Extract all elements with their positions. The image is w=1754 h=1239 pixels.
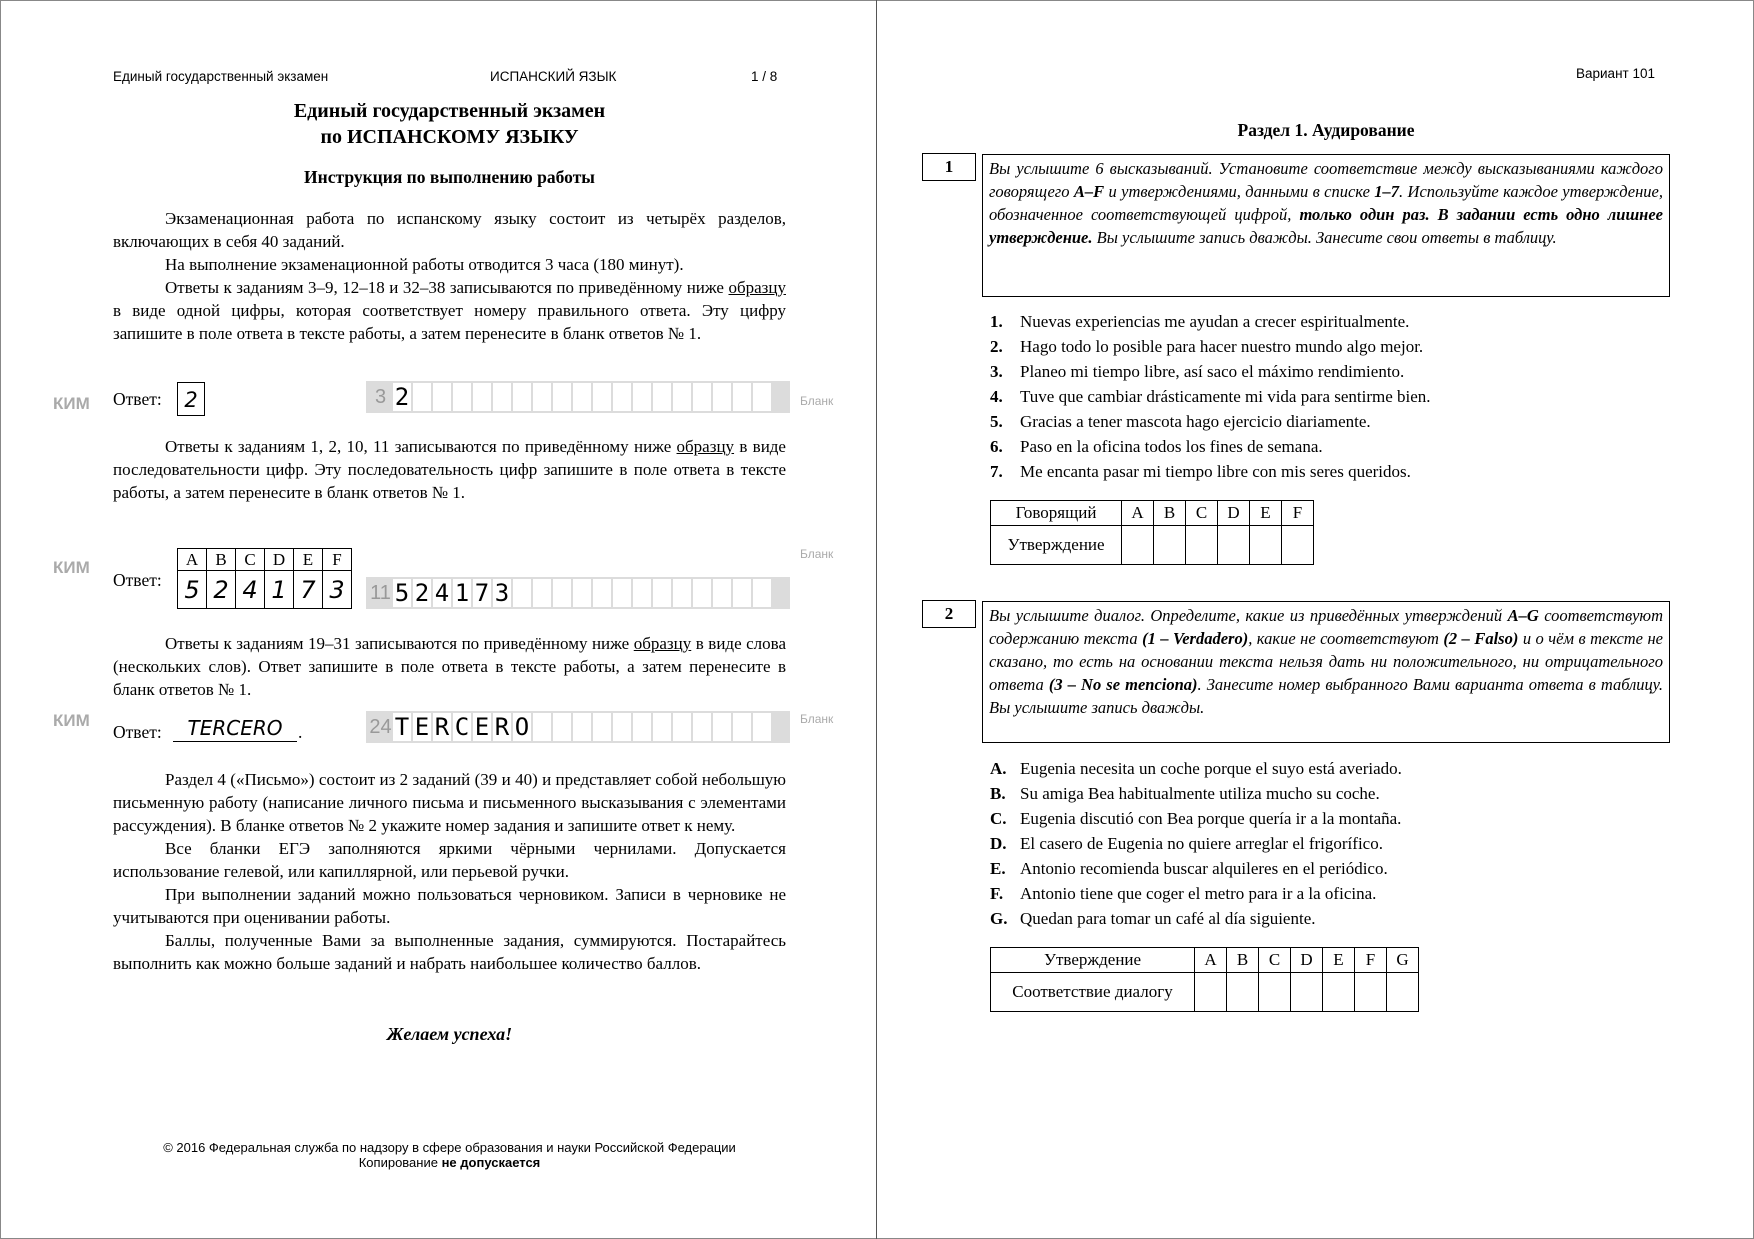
paragraph-3: [113, 276, 786, 345]
answer-label-2: Ответ:: [113, 570, 162, 590]
title-line-1: Единый государственный экзамен: [293, 100, 606, 122]
table-letter: F: [1355, 948, 1387, 973]
table-letter: A: [1195, 948, 1227, 973]
item-letter: F.: [990, 884, 1004, 903]
answer-cell[interactable]: [1387, 973, 1419, 1012]
strip-cell: [593, 713, 613, 741]
grid-letter: A: [178, 549, 207, 571]
t2-instr-i: . Занесите номер выбранного Вами варианта ответа в таблицу. Вы услышите запись дважды.: [989, 675, 1663, 717]
strip-cell: [673, 383, 693, 411]
grid-digit: 3: [323, 571, 352, 609]
strip-cell: 2: [393, 383, 413, 411]
strip-cell: [673, 713, 693, 741]
list-item: [990, 806, 1670, 831]
strip-cell: [653, 579, 673, 607]
item-letter: A.: [990, 759, 1007, 778]
blank-strip-1: [366, 381, 790, 413]
strip-cell: [653, 713, 673, 741]
strip-cell: [713, 383, 733, 411]
strip-cell: [693, 579, 713, 607]
table-letter: C: [1259, 948, 1291, 973]
table-letter: G: [1387, 948, 1419, 973]
good-luck: Желаем успеха!: [386, 1024, 513, 1044]
answer-cell[interactable]: [1195, 973, 1227, 1012]
strip-cell: [513, 579, 533, 607]
t1-instr-f: только один раз. В задании есть одно лишнее утверждение.: [989, 205, 1663, 247]
list-item: [990, 756, 1670, 781]
kim-label-3: КИМ: [53, 711, 90, 730]
answer-label-3: Ответ:: [113, 722, 162, 742]
strip-cell: 2: [413, 579, 433, 607]
footer-copyright: © 2016 Федеральная служба по надзору в сфере образования и науки Российской Федерации: [163, 1140, 736, 1155]
item-text: Hago todo lo posible para hacer nuestro mundo algo mejor.: [1020, 337, 1424, 356]
strip-cell: [573, 383, 593, 411]
answer-line-3: [173, 716, 297, 742]
answer-cell[interactable]: [1186, 526, 1218, 565]
strip-cell: [733, 383, 753, 411]
strip-cell: [433, 383, 453, 411]
answer-cell[interactable]: [1291, 973, 1323, 1012]
strip-cell: 3: [493, 579, 513, 607]
item-text: Planeo mi tiempo libre, así saco el máximo rendimiento.: [1020, 362, 1405, 381]
table-letter: A: [1122, 501, 1154, 526]
strip-task-number-2: 11: [370, 582, 391, 604]
item-letter: G.: [990, 909, 1008, 928]
strip-cell: [633, 383, 653, 411]
variant-label: Вариант 101: [1576, 66, 1655, 81]
list-item: [990, 359, 1670, 384]
strip-cell: 4: [433, 579, 453, 607]
item-text: Antonio recomienda buscar alquileres en el periódico.: [1020, 859, 1388, 878]
grid-letter: E: [294, 549, 323, 571]
strip-cell: R: [433, 713, 453, 741]
item-number: 3.: [990, 362, 1003, 381]
item-text: Nuevas experiencias me ayudan a crecer espiritualmente.: [1020, 312, 1410, 331]
strip-cell: C: [453, 713, 473, 741]
paragraph-8: При выполнении заданий можно пользоваться черновиком. Записи в черновике не учитываются при оценивании работы.: [113, 885, 786, 927]
footer-copy-b: не допускается: [441, 1155, 541, 1170]
item-text: Paso en la oficina todos los fines de semana.: [1020, 437, 1323, 456]
answer-cell[interactable]: [1227, 973, 1259, 1012]
paragraph-4-b: в виде последовательности цифр. Эту последовательность цифр запишите в поле ответа в тексте работы, а затем перенесите в бланк ответов № 1.: [113, 437, 786, 502]
page-divider: [876, 0, 877, 1239]
blank-strip-3: [366, 711, 790, 743]
strip-cell: [593, 579, 613, 607]
item-number: 2.: [990, 337, 1003, 356]
answer-grid-2: [177, 548, 352, 609]
answer-cell[interactable]: [1218, 526, 1250, 565]
strip-cell: [593, 383, 613, 411]
strip-cell: [413, 383, 433, 411]
footer: [113, 1140, 786, 1170]
task-1-answer-table: [990, 500, 1314, 565]
strip-cell: [693, 713, 713, 741]
grid-digit: 5: [178, 571, 207, 609]
blank-strip-2: [366, 577, 790, 609]
list-item: [990, 781, 1670, 806]
table-letter: E: [1323, 948, 1355, 973]
section-title: Раздел 1. Аудирование: [1237, 120, 1415, 140]
item-text: Su amiga Bea habitualmente utiliza mucho su coche.: [1020, 784, 1380, 803]
t1-instr-e: . Используйте каждое утверждение, обозначенное соответствующей цифрой,: [989, 182, 1663, 224]
grid-digit: 1: [265, 571, 294, 609]
strip-cell: [553, 713, 573, 741]
grid-digit: 2: [207, 571, 236, 609]
instruction-text-4: [113, 768, 786, 975]
exam-title: [113, 98, 786, 150]
t1-instr-a: Вы услышите 6 высказываний. Установите соответствие между высказываниями каждого говорящего: [989, 159, 1663, 201]
strip-cell: O: [513, 713, 533, 741]
strip-cell: [753, 383, 773, 411]
blank-label-3: Бланк: [800, 712, 834, 726]
kim-label-2: КИМ: [53, 558, 90, 577]
grid-letter: C: [236, 549, 265, 571]
task-1-instructions: [982, 154, 1670, 297]
kim-label-1: КИМ: [53, 394, 90, 413]
answer-cell[interactable]: [1282, 526, 1314, 565]
list-item: [990, 409, 1670, 434]
task-number-1: 1: [922, 153, 976, 181]
strip-cell: [753, 579, 773, 607]
answer-value-1: 2: [184, 388, 198, 412]
strip-task-number-1: 3: [374, 386, 387, 408]
task-1-statements: [990, 309, 1670, 484]
t1-instr-d: 1–7: [1374, 182, 1400, 201]
strip-cell: [573, 713, 593, 741]
strip-cell: [453, 383, 473, 411]
item-text: Antonio tiene que coger el metro para ir a la oficina.: [1020, 884, 1377, 903]
item-text: Gracias a tener mascota hago ejercicio diariamente.: [1020, 412, 1371, 431]
strip-task-number-3: 24: [369, 716, 392, 738]
answer-value-3: TERCERO: [187, 716, 283, 740]
strip-cell: [553, 579, 573, 607]
header-subject: ИСПАНСКИЙ ЯЗЫК: [490, 69, 617, 84]
strip-cell: [553, 383, 573, 411]
strip-cell: 1: [453, 579, 473, 607]
strip-cell: [533, 383, 553, 411]
strip-cell: 5: [393, 579, 413, 607]
strip-cell: R: [493, 713, 513, 741]
answer-cell[interactable]: [1122, 526, 1154, 565]
strip-cell: [673, 579, 693, 607]
strip-cell: [613, 713, 633, 741]
grid-digit: 7: [294, 571, 323, 609]
t2-instr-a: Вы услышите диалог. Определите, какие из приведённых утверждений: [989, 606, 1508, 625]
header-page-number: 1 / 8: [751, 69, 778, 84]
task-number-2: 2: [922, 600, 976, 628]
strip-cell: [493, 383, 513, 411]
item-number: 7.: [990, 462, 1003, 481]
blank-label-2: Бланк: [800, 547, 834, 561]
instruction-text-2: [113, 435, 786, 504]
list-item: [990, 334, 1670, 359]
paragraph-9: Баллы, полученные Вами за выполненные задания, суммируются. Постарайтесь выполнить как можно больше заданий и набрать наибольшее количество баллов.: [113, 931, 786, 973]
paragraph-3-a: Ответы к заданиям 3–9, 12–18 и 32–38 записываются по приведённому ниже: [165, 278, 729, 297]
table-header: Говорящий: [991, 501, 1122, 526]
strip-cell: [753, 713, 773, 741]
paragraph-5: [113, 632, 786, 701]
instruction-text-1: [113, 207, 786, 345]
strip-cell: [533, 713, 553, 741]
paragraph-6: Раздел 4 («Письмо») состоит из 2 заданий (39 и 40) и представляет собой небольшую письменную работу (написание личного письма и письменного высказывания с элементами рассуждения). В бланке ответов № 2 укажите номер задания и запишите ответ к нему.: [113, 770, 786, 835]
item-letter: B.: [990, 784, 1006, 803]
answer-cell[interactable]: [1250, 526, 1282, 565]
paragraph-4: [113, 435, 786, 504]
item-number: 1.: [990, 312, 1003, 331]
strip-cell: [733, 579, 753, 607]
t1-instr-c: и утверждениями, данными в списке: [1104, 182, 1375, 201]
table-letter: C: [1186, 501, 1218, 526]
item-number: 4.: [990, 387, 1003, 406]
paragraph-5-a: Ответы к заданиям 19–31 записываются по приведённому ниже: [165, 634, 634, 653]
strip-cell: [573, 579, 593, 607]
strip-cell: [713, 579, 733, 607]
answer-cell[interactable]: [1154, 526, 1186, 565]
paragraph-5-b: в виде слова (нескольких слов). Ответ запишите в поле ответа в тексте работы, а затем перенесите в бланк ответов № 1.: [113, 634, 786, 699]
strip-cell: [633, 579, 653, 607]
sample-link-2: образцу: [676, 437, 735, 456]
t1-instr-g: Вы услышите запись дважды. Занесите свои ответы в таблицу.: [1092, 228, 1557, 247]
item-text: Me encanta pasar mi tiempo libre con mis seres queridos.: [1020, 462, 1411, 481]
table-letter: E: [1250, 501, 1282, 526]
table-letter: B: [1154, 501, 1186, 526]
table-letter: D: [1218, 501, 1250, 526]
list-item: [990, 459, 1670, 484]
list-item: [990, 856, 1670, 881]
grid-letter: D: [265, 549, 294, 571]
instruction-text-3: [113, 632, 786, 701]
list-item: [990, 384, 1670, 409]
strip-cell: T: [393, 713, 413, 741]
table-letter: B: [1227, 948, 1259, 973]
strip-cell: [473, 383, 493, 411]
list-item: [990, 831, 1670, 856]
list-item: [990, 881, 1670, 906]
answer-box-1: [177, 382, 205, 416]
task-2-instructions: [982, 601, 1670, 743]
task-2-answer-table: [990, 947, 1419, 1012]
strip-cell: [513, 383, 533, 411]
item-letter: D.: [990, 834, 1007, 853]
strip-cell: 7: [473, 579, 493, 607]
strip-cell: [733, 713, 753, 741]
list-item: [990, 309, 1670, 334]
item-text: Quedan para tomar un café al día siguiente.: [1020, 909, 1316, 928]
answer-cell[interactable]: [1355, 973, 1387, 1012]
t2-instr-c: соответствуют содержанию текста: [989, 606, 1663, 648]
strip-cell: [633, 713, 653, 741]
footer-copy-notice: [113, 1155, 786, 1170]
grid-digit: 4: [236, 571, 265, 609]
item-number: 6.: [990, 437, 1003, 456]
t2-instr-b: A–G: [1507, 606, 1539, 625]
strip-cell: [533, 579, 553, 607]
paragraph-4-a: Ответы к заданиям 1, 2, 10, 11 записываются по приведённому ниже: [165, 437, 677, 456]
t2-instr-f: (2 – Falso): [1443, 629, 1519, 648]
answer-cell[interactable]: [1259, 973, 1291, 1012]
strip-cell: [613, 579, 633, 607]
answer-cell[interactable]: [1323, 973, 1355, 1012]
item-text: Eugenia discutió con Bea porque quería ir a la montaña.: [1020, 809, 1402, 828]
strip-cell: [613, 383, 633, 411]
item-text: El casero de Eugenia no quiere arreglar el frigorífico.: [1020, 834, 1383, 853]
item-letter: C.: [990, 809, 1007, 828]
t2-instr-d: (1 – Verdadero): [1142, 629, 1249, 648]
grid-letter: B: [207, 549, 236, 571]
item-text: Eugenia necesita un coche porque el suyo está averiado.: [1020, 759, 1402, 778]
answer-label-1: Ответ:: [113, 389, 162, 409]
strip-cell: [653, 383, 673, 411]
task-2-statements: [990, 756, 1670, 931]
grid-letter: F: [323, 549, 352, 571]
title-line-2: по ИСПАНСКОМУ ЯЗЫКУ: [320, 126, 579, 148]
item-number: 5.: [990, 412, 1003, 431]
instruction-title: Инструкция по выполнению работы: [304, 167, 595, 187]
table-header: Утверждение: [991, 948, 1195, 973]
paragraph-3-b: в виде одной цифры, которая соответствует номеру правильного ответа. Эту цифру запишите в поле ответа в тексте работы, а затем перенесите в бланк ответов № 1.: [113, 301, 786, 343]
item-letter: E.: [990, 859, 1006, 878]
blank-label-1: Бланк: [800, 394, 834, 408]
t2-instr-g: и о чём в тексте не сказано, то есть на основании текста нельзя дать ни положительного, ни отрицательного ответа: [989, 629, 1663, 694]
t2-instr-h: (3 – No se menciona): [1048, 675, 1198, 694]
sample-link-3: образцу: [633, 634, 692, 653]
list-item: [990, 434, 1670, 459]
paragraph-1: Экзаменационная работа по испанскому языку состоит из четырёх разделов, включающих в себя 40 заданий.: [113, 209, 786, 251]
t2-instr-e: , какие не соответствуют: [1248, 629, 1444, 648]
list-item: [990, 906, 1670, 931]
table-row-label: Утверждение: [991, 526, 1122, 565]
strip-cell: [713, 713, 733, 741]
header-exam: Единый государственный экзамен: [113, 69, 329, 84]
table-letter: F: [1282, 501, 1314, 526]
sample-link-1: образцу: [728, 278, 786, 297]
t1-instr-b: A–F: [1073, 182, 1105, 201]
paragraph-2: На выполнение экзаменационной работы отводится 3 часа (180 минут).: [165, 255, 684, 274]
strip-cell: E: [473, 713, 493, 741]
table-letter: D: [1291, 948, 1323, 973]
answer-period: .: [298, 722, 303, 742]
strip-cell: [693, 383, 713, 411]
item-text: Tuve que cambiar drásticamente mi vida para sentirme bien.: [1020, 387, 1431, 406]
footer-copy-a: Копирование: [358, 1155, 442, 1170]
table-row-label: Соответствие диалогу: [991, 973, 1195, 1012]
paragraph-7: Все бланки ЕГЭ заполняются яркими чёрными чернилами. Допускается использование гелевой, или капиллярной, или перьевой ручки.: [113, 839, 786, 881]
strip-cell: E: [413, 713, 433, 741]
